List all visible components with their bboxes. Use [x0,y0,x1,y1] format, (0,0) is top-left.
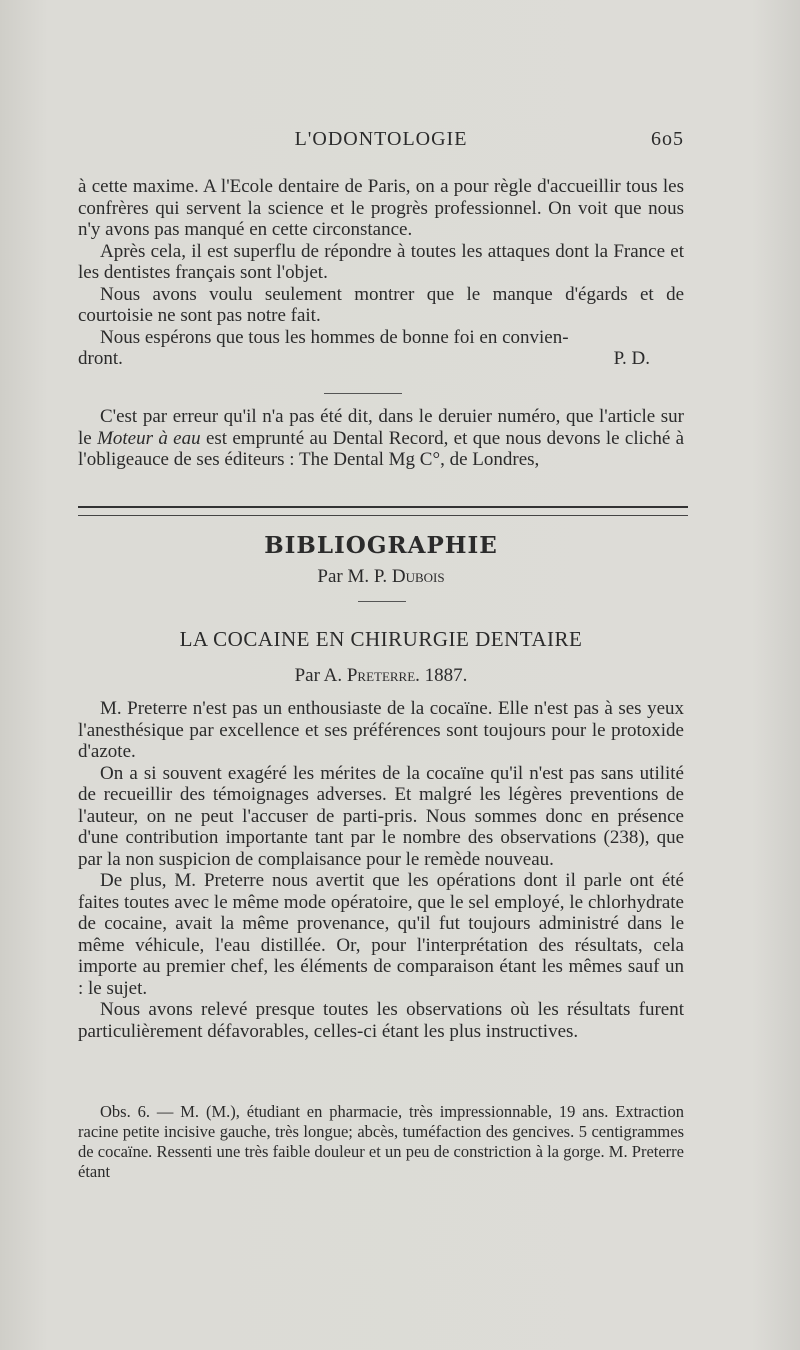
paragraph: Obs. 6. — M. (M.), étudiant en pharmacie, très impressionnable, 19 ans. Extraction racine petite incisive gauche, très longue; abcès, tuméfaction des gencives. 5 centigrammes de cocaïne. Ressenti une très faible douleur et un peu de constriction à la gorge. M. Preterre étant [78,1102,684,1181]
erratum-text: est emprunté au Dental Record, et que nous devons le cliché à l'obligeauce de ses éditeurs : The Dental Mg C°, de Londres, [78,427,685,470]
paragraph: Nous espérons que tous les hommes de bonne foi en convien- [100,326,569,348]
byline-name: Preterre. [346,665,420,686]
paragraph: Après cela, il est superflu de répondre à toutes les attaques dont la France et les dentistes français sont l'objet. [78,240,684,283]
signature-line [78,348,684,370]
section-heading: BIBLIOGRAPHIE [264,532,498,559]
page-header [78,128,684,158]
section-double-rule [78,506,688,516]
paragraph-end: dront. [78,348,123,369]
byline-prefix: Par A. [294,665,343,686]
article-title: LA COCAINE EN CHIRURGIE DENTAIRE [179,627,583,651]
observation-note [78,1102,684,1182]
separator-rule [324,393,402,394]
erratum-note [78,406,684,471]
paragraph: Nous avons voulu seulement montrer que le manque d'égards et de courtoisie ne sont pas notre fait. [78,283,684,326]
paragraph: à cette maxime. A l'Ecole dentaire de Paris, on a pour règle d'accueillir tous les confrères qui servent la science et le progrès professionnel. On voit que nous n'y avons pas manqué en cette circonstance. [78,176,684,240]
byline-name: Dubois [391,566,445,587]
paragraph [78,406,684,471]
byline-prefix: Par M. P. [317,566,388,587]
article-byline [78,665,684,687]
paragraph: Nous avons relevé presque toutes les observations où les résultats furent particulièrement défavorables, celles-ci étant les plus instructives. [78,999,684,1042]
byline-year: 1887. [424,665,468,686]
paragraph: M. Preterre n'est pas un enthousiaste de la cocaïne. Elle n'est pas à ses yeux l'anesthésique par excellence et ses préférences sont toujours pour le protoxide d'azote. [78,698,684,762]
top-section [78,176,684,370]
erratum-text: C'est par erreur qu'il n'a pas été dit, dans le deruier numéro, que l'article sur le [78,406,684,449]
separator-rule [358,601,406,602]
article-title-ref: Moteur à eau [97,427,201,449]
page-number: 6o5 [651,128,684,150]
signature: P. D. [613,348,650,369]
section-byline [78,566,684,588]
paragraph: De plus, M. Preterre nous avertit que les opérations dont il parle ont été faites toutes avec le même mode opératoire, que le sel employé, le chlorhydrate de cocaine, avait la même provenance, qu'il fut toujours administré dans le même véhicule, l'eau distillée. Or, pour l'interprétation des résultats, cela importe au premier chef, les éléments de comparaison étant les mêmes sauf un : le sujet. [78,870,684,999]
paragraph: On a si souvent exagéré les mérites de la cocaïne qu'il n'est pas sans utilité de recueillir des témoignages adverses. Et malgré les légères preventions de l'auteur, on ne peut l'accuser de parti-pris. Nous sommes donc en présence d'une contribution importante tant par le nombre des observations (238), que par la non suspicion de complaisance pour le remède nouveau. [78,762,684,870]
review-body [78,698,684,1042]
running-title: L'ODONTOLOGIE [294,128,468,150]
